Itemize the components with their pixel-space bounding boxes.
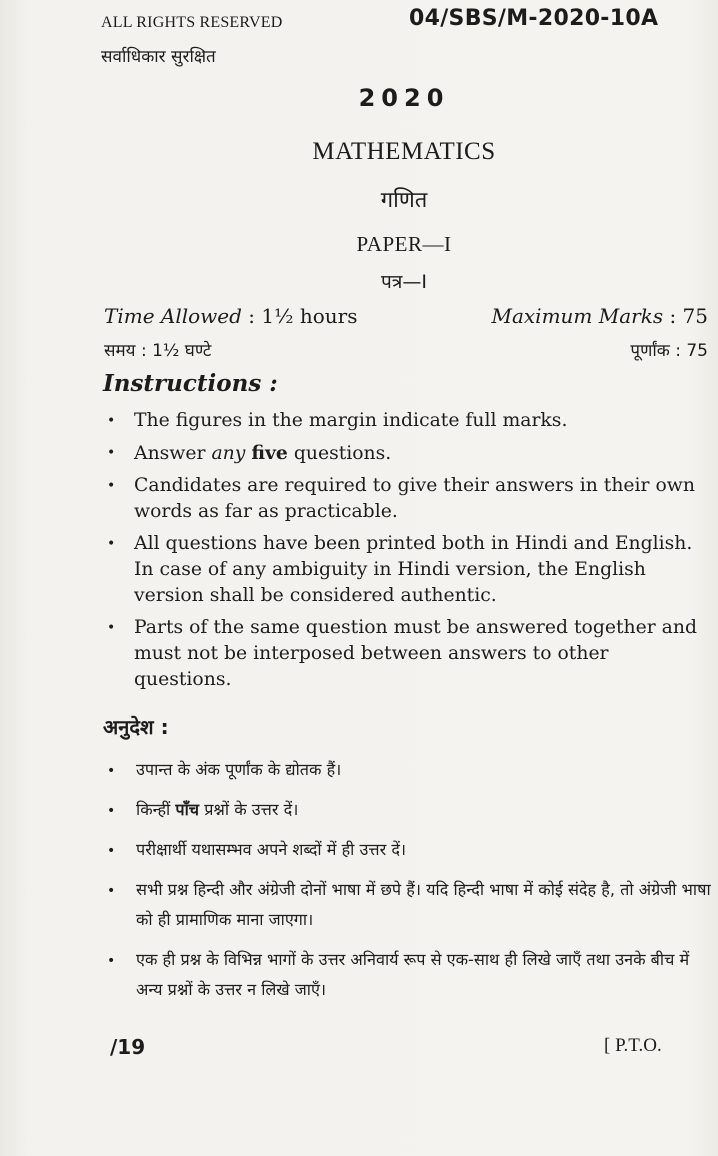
bullet-icon: • [107,536,116,552]
instruction-text-hi: सभी प्रश्न हिन्दी और अंग्रेजी दोनों भाषा में छपे हैं। यदि हिन्दी भाषा में कोई संदेह है, तो अंग्रेजी भाषा को ही प्रामाणिक माना जाएगा। [136,880,711,929]
subject-title-hi: गणित [380,188,428,213]
instruction-text-prefix: Answer [134,443,212,464]
bullet-icon: • [107,763,116,779]
time-label-en: Time Allowed [104,304,242,328]
instruction-text-hi-suffix: प्रश्नों के उत्तर दें। [199,800,299,819]
please-turn-over: [ P.T.O. [604,1035,662,1056]
bullet-icon: • [107,620,116,636]
paper-number-hi: पत्र—I [381,271,427,293]
list-item [103,531,708,609]
instruction-text-hi-prefix: किन्हीं [136,800,176,819]
instruction-text-five: five [251,442,288,464]
list-item [103,835,715,865]
instruction-text-hi-five: पाँच [175,800,200,819]
list-item [103,875,715,935]
instruction-text: Candidates are required to give their answers in their own words as far as practicable. [134,475,695,522]
list-item [103,615,708,693]
instruction-text-any: any [211,443,246,464]
bullet-icon: • [107,445,116,461]
list-item [103,945,715,1005]
bullet-icon: • [107,803,116,819]
rights-reserved-en: ALL RIGHTS RESERVED [101,14,283,31]
bullet-icon: • [107,478,116,494]
instruction-text-hi: उपान्त के अंक पूर्णांक के द्योतक हैं। [136,760,342,779]
time-allowed-en [104,304,358,328]
paper-code: 04/SBS/M-2020-10A [409,6,659,31]
list-item [103,440,708,467]
page-reference: /19 [110,1035,146,1059]
marks-label-en: Maximum Marks [491,304,664,328]
subject-title-en: MATHEMATICS [312,138,496,165]
bullet-icon: • [107,413,116,429]
instruction-text: The figures in the margin indicate full marks. [134,410,568,431]
instruction-text: Parts of the same question must be answered together and must not be interposed between answers to other questions. [134,617,697,690]
exam-year: 2020 [358,84,450,112]
instructions-list-hi [103,755,715,1015]
instruction-text-suffix: questions. [287,443,392,464]
marks-value-en: : 75 [669,304,708,328]
rights-reserved-hi: सर्वाधिकार सुरक्षित [101,47,216,67]
paper-number-en: PAPER—I [356,232,452,256]
bullet-icon: • [107,953,116,969]
marks-label-hi: पूर्णांक [630,341,670,361]
time-value-en: : 1½ hours [248,304,358,328]
marks-value-hi: : 75 [675,341,708,361]
instructions-heading-hi: अनुदेश : [103,715,169,739]
maximum-marks-en [492,304,709,328]
bullet-icon: • [107,883,116,899]
time-value-hi: : 1½ घण्टे [140,341,212,361]
list-item [103,408,708,434]
time-allowed-hi [104,338,211,361]
instructions-list-en [103,408,708,699]
instructions-heading-en: Instructions : [103,370,278,397]
maximum-marks-hi [630,338,708,361]
instruction-text: All questions have been printed both in Hindi and English. In case of any ambiguity in Hindi version, the English version shall be considered authentic. [134,533,693,606]
time-label-hi: समय [104,341,136,361]
list-item [103,755,715,785]
list-item [103,795,715,825]
list-item [103,473,708,525]
instruction-text-hi: एक ही प्रश्न के विभिन्न भागों के उत्तर अनिवार्य रूप से एक-साथ ही लिखे जाएँ तथा उनके बीच में अन्य प्रश्नों के उत्तर न लिखे जाएँ। [136,950,690,999]
bullet-icon: • [107,843,116,859]
instruction-text-hi: परीक्षार्थी यथासम्भव अपने शब्दों में ही उत्तर दें। [136,840,407,859]
